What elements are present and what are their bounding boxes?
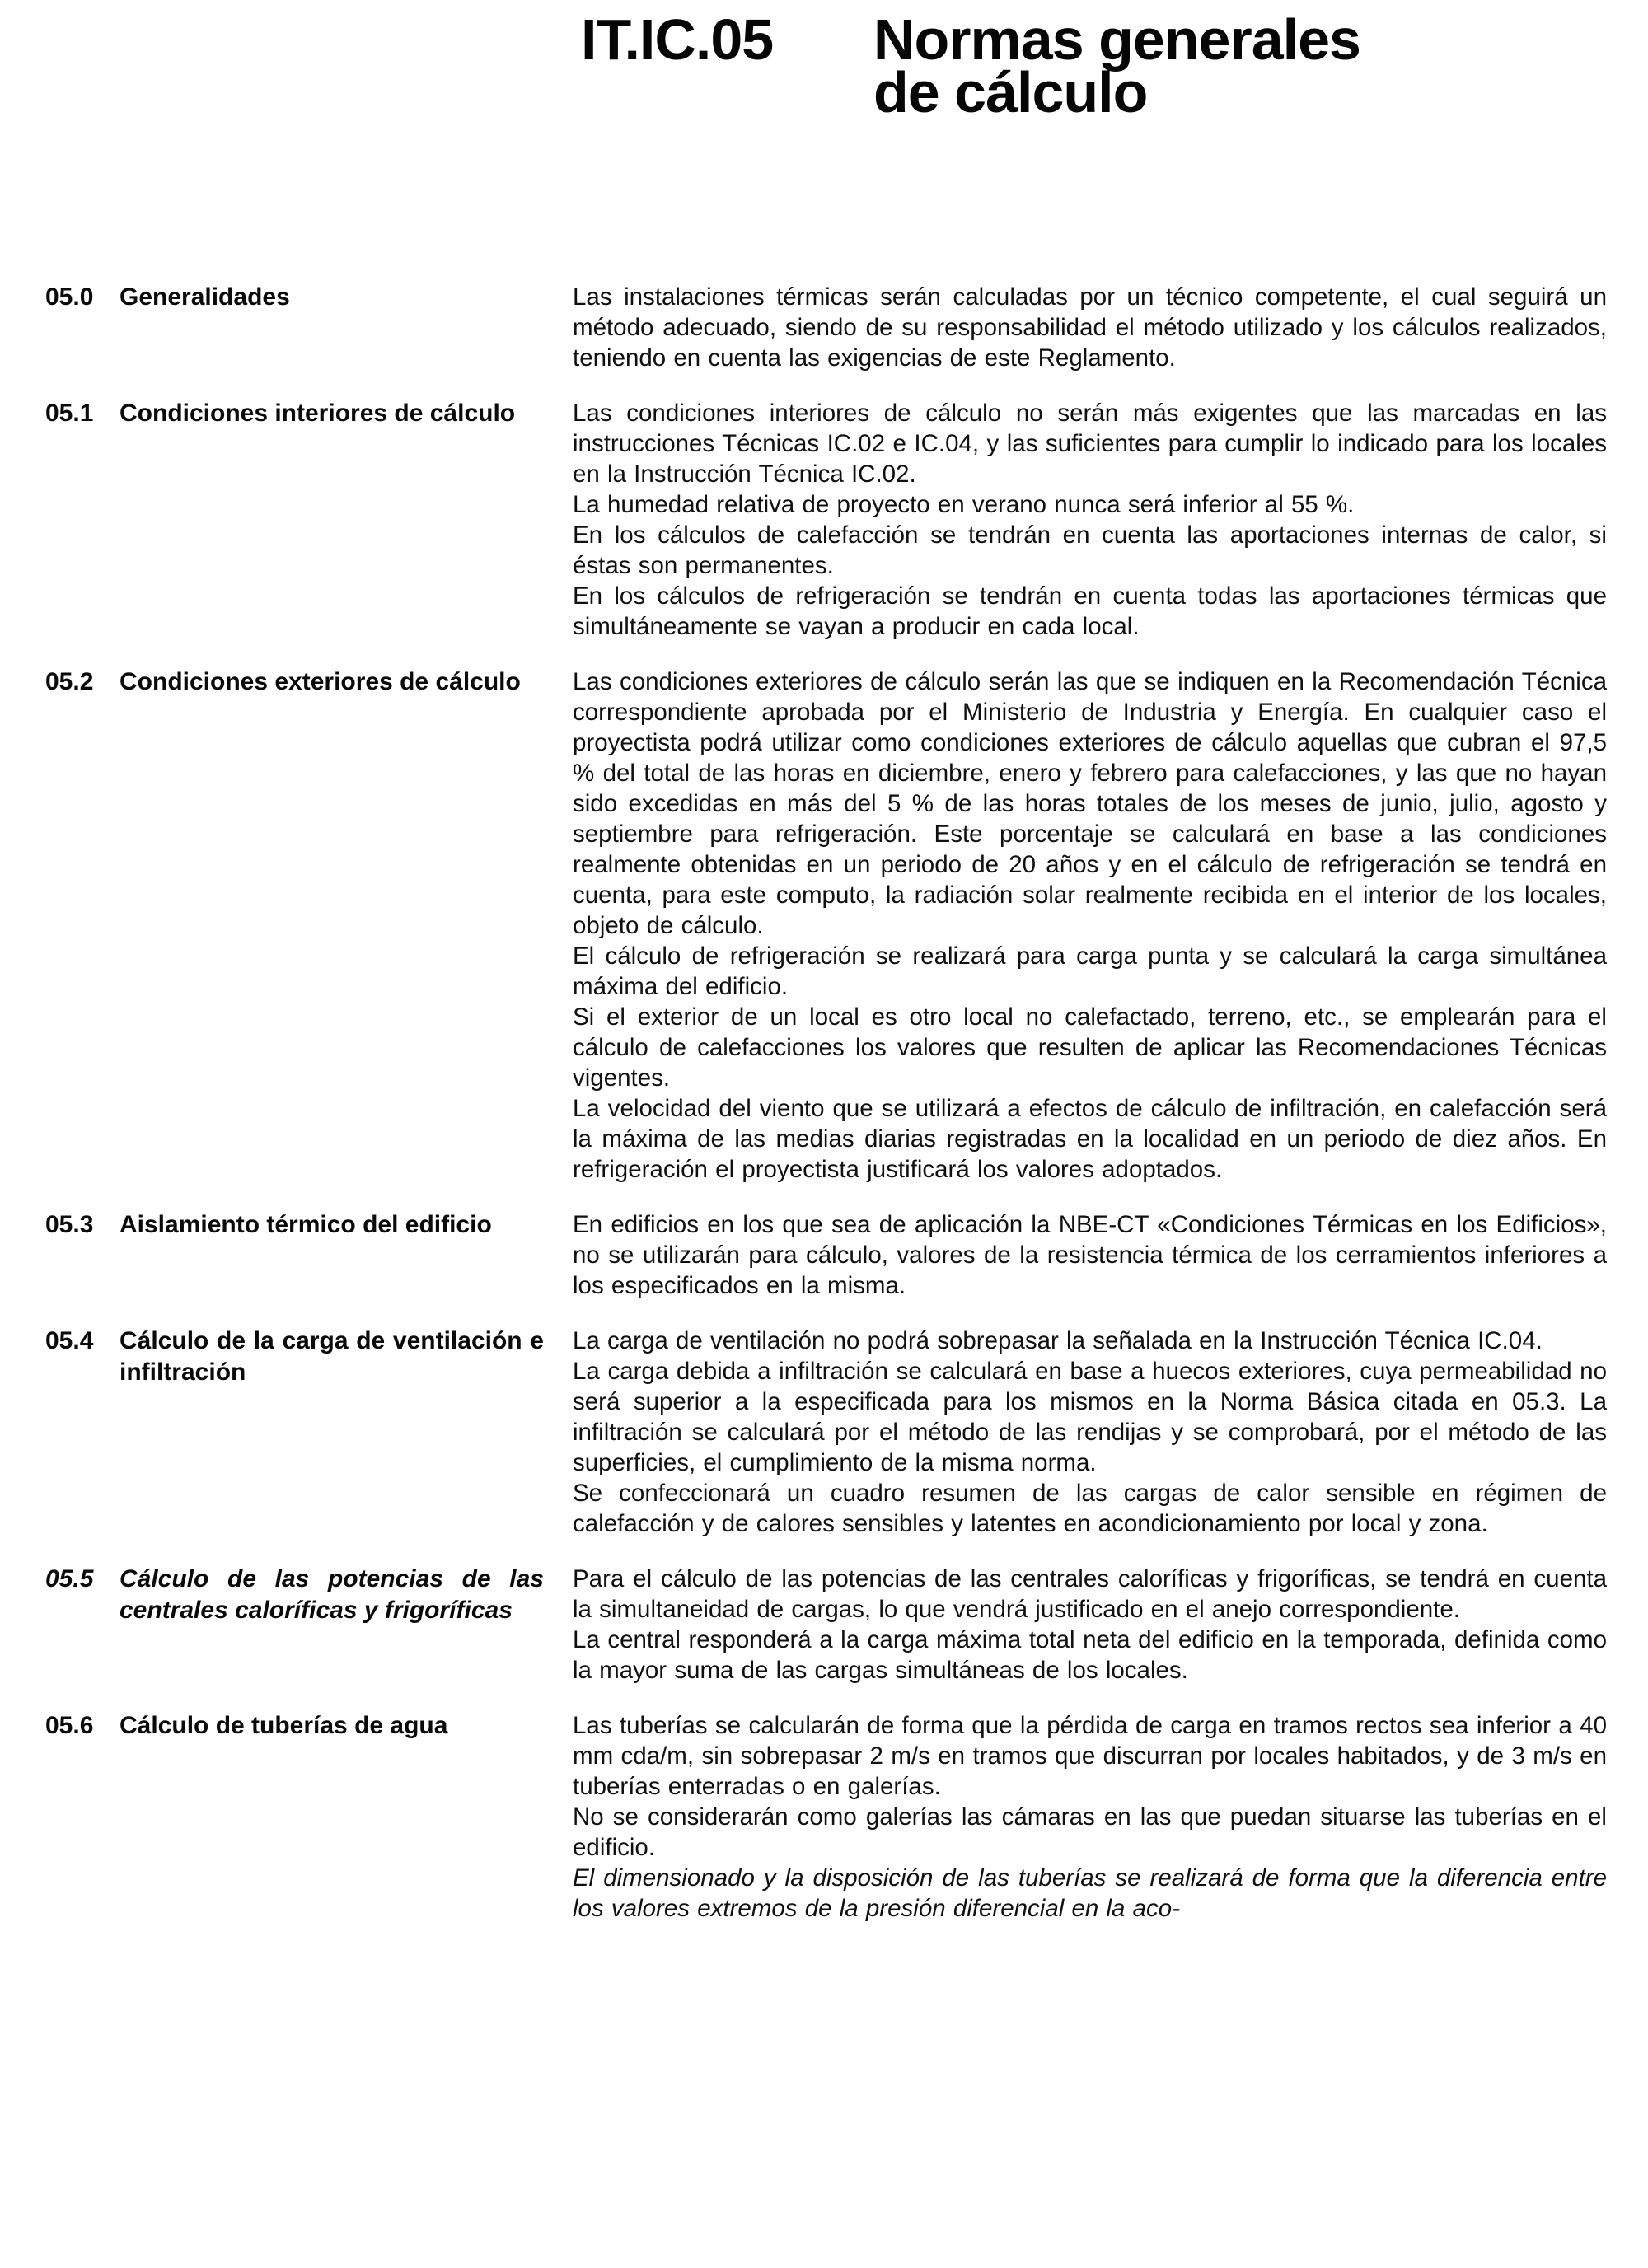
section-heading (45, 1209, 544, 1241)
paragraph: Para el cálculo de las potencias de las centrales caloríficas y frigoríficas, se tendrá en cuenta la simultaneidad de cargas, lo que vendrá justificado en el anejo correspondiente. (573, 1565, 1607, 1623)
paragraph: El cálculo de refrigeración se realizará para carga punta y se calculará la carga simultánea máxima del edificio. (573, 942, 1607, 1000)
section-title: Cálculo de tuberías de agua (119, 1712, 448, 1739)
paragraph: La central responderá a la carga máxima total neta del edificio en la temporada, definida como la mayor suma de las cargas simultáneas de los locales. (573, 1626, 1607, 1684)
paragraph: Las tuberías se calcularán de forma que la pérdida de carga en tramos rectos sea inferior a 40 mm cda/m, sin sobrepasar 2 m/s en tramos que discurran por locales habitados, y de 3 m/s en tuberías enterradas o en galerías. (573, 1712, 1607, 1800)
section-05.6 (45, 1710, 1607, 1924)
section-title: Condiciones interiores de cálculo (119, 400, 516, 427)
section-title: Cálculo de la carga de ventilación e infiltración (119, 1327, 544, 1386)
paragraph: En edificios en los que sea de aplicación la NBE-CT «Condiciones Térmicas en los Edificios», no se utilizarán para cálculo, valores de la resistencia térmica de los cerramientos inferiores a los especificados en la misma. (573, 1211, 1607, 1299)
paragraph: Si el exterior de un local es otro local no calefactado, terreno, etc., se emplearán para el cálculo de calefacciones los valores que resulten de aplicar las Recomendaciones Técnicas vigentes. (573, 1003, 1607, 1092)
section-number: 05.2 (45, 668, 94, 695)
document-title-text (873, 7, 1360, 124)
section-number: 05.3 (45, 1211, 94, 1238)
paragraph: Las condiciones interiores de cálculo no serán más exigentes que las marcadas en las instrucciones Técnicas IC.02 e IC.04, y las suficientes para cumplir lo indicado para los locales en la Instrucción Técnica IC.02. (573, 400, 1607, 488)
paragraph: En los cálculos de refrigeración se tendrán en cuenta todas las aportaciones térmicas que simultáneamente se vayan a producir en cada local. (573, 582, 1607, 640)
paragraph: La humedad relativa de proyecto en verano nunca será inferior al 55 %. (573, 491, 1355, 518)
section-body (573, 1564, 1607, 1686)
paragraph: La velocidad del viento que se utilizará a efectos de cálculo de infiltración, en calefacción será la máxima de las medias diarias registradas en la localidad en un periodo de diez años. En refrigeración el proyectista justificará los valores adoptados. (573, 1095, 1607, 1183)
section-heading (45, 1564, 544, 1626)
document-title (581, 7, 1607, 124)
paragraph: La carga debida a infiltración se calculará en base a huecos exteriores, cuya permeabilidad no será superior a la especificada para los mismos en la Norma Básica citada en 05.3. La infiltración se calculará por el método de las rendijas y se comprobará, por el método de las superficies, el cumplimiento de la misma norma. (573, 1358, 1607, 1476)
paragraph: Las condiciones exteriores de cálculo serán las que se indiquen en la Recomendación Técnica correspondiente aprobada por el Ministerio de Industria y Energía. En cualquier caso el proyectista podrá utilizar como condiciones exteriores de cálculo aquellas que cubran el 97,5 % del total de las horas en diciembre, enero y febrero para calefacciones, y las que no hayan sido excedidas en más del 5 % de las horas totales de los meses de junio, julio, agosto y septiembre para refrigeración. Este porcentaje se calculará en base a las condiciones realmente obtenidas en un periodo de 20 años y en el cálculo de refrigeración se tendrá en cuenta, para este computo, la radiación solar realmente recibida en el interior de los locales, objeto de cálculo. (573, 668, 1607, 939)
section-title: Generalidades (119, 283, 290, 311)
section-number: 05.5 (45, 1565, 94, 1592)
section-body (573, 398, 1607, 642)
section-05.4 (45, 1326, 1607, 1539)
paragraph: Las instalaciones térmicas serán calculadas por un técnico competente, el cual seguirá un método adecuado, siendo de su responsabilidad el método utilizado y los cálculos realizados, teniendo en cuenta las exigencias de este Reglamento. (573, 283, 1607, 372)
section-heading (45, 1710, 544, 1742)
section-heading (45, 282, 544, 313)
paragraph: Se confeccionará un cuadro resumen de las cargas de calor sensible en régimen de calefacción y de calores sensibles y latentes en acondicionamiento por local y zona. (573, 1480, 1607, 1537)
paragraph: El dimensionado y la disposición de las tuberías se realizará de forma que la diferencia entre los valores extremos de la presión diferencial en la aco- (573, 1864, 1607, 1922)
document-code: IT.IC.05 (581, 7, 774, 72)
section-number: 05.0 (45, 283, 94, 311)
document-title-line1: Normas generales (873, 7, 1360, 72)
sections (45, 282, 1607, 1924)
paragraph: La carga de ventilación no podrá sobrepasar la señalada en la Instrucción Técnica IC.04. (573, 1327, 1543, 1354)
section-body (573, 282, 1607, 373)
section-05.5 (45, 1564, 1607, 1686)
paragraph: En los cálculos de calefacción se tendrán en cuenta las aportaciones internas de calor, si éstas son permanentes. (573, 521, 1607, 579)
section-05.0 (45, 282, 1607, 373)
section-05.2 (45, 666, 1607, 1185)
section-body (573, 1209, 1607, 1301)
section-title: Aislamiento térmico del edificio (119, 1211, 492, 1238)
section-number: 05.1 (45, 400, 94, 427)
section-body (573, 1710, 1607, 1924)
section-heading (45, 398, 544, 429)
section-heading (45, 1326, 544, 1388)
section-body (573, 1326, 1607, 1539)
section-05.3 (45, 1209, 1607, 1301)
section-number: 05.4 (45, 1327, 94, 1354)
section-body (573, 666, 1607, 1185)
section-title: Condiciones exteriores de cálculo (119, 668, 521, 695)
paragraph: No se considerarán como galerías las cámaras en las que puedan situarse las tuberías en el edificio. (573, 1803, 1607, 1861)
section-title: Cálculo de las potencias de las centrales caloríficas y frigoríficas (119, 1565, 544, 1624)
section-number: 05.6 (45, 1712, 94, 1739)
document-title-line2: de cálculo (873, 60, 1148, 124)
section-05.1 (45, 398, 1607, 642)
section-heading (45, 666, 544, 698)
